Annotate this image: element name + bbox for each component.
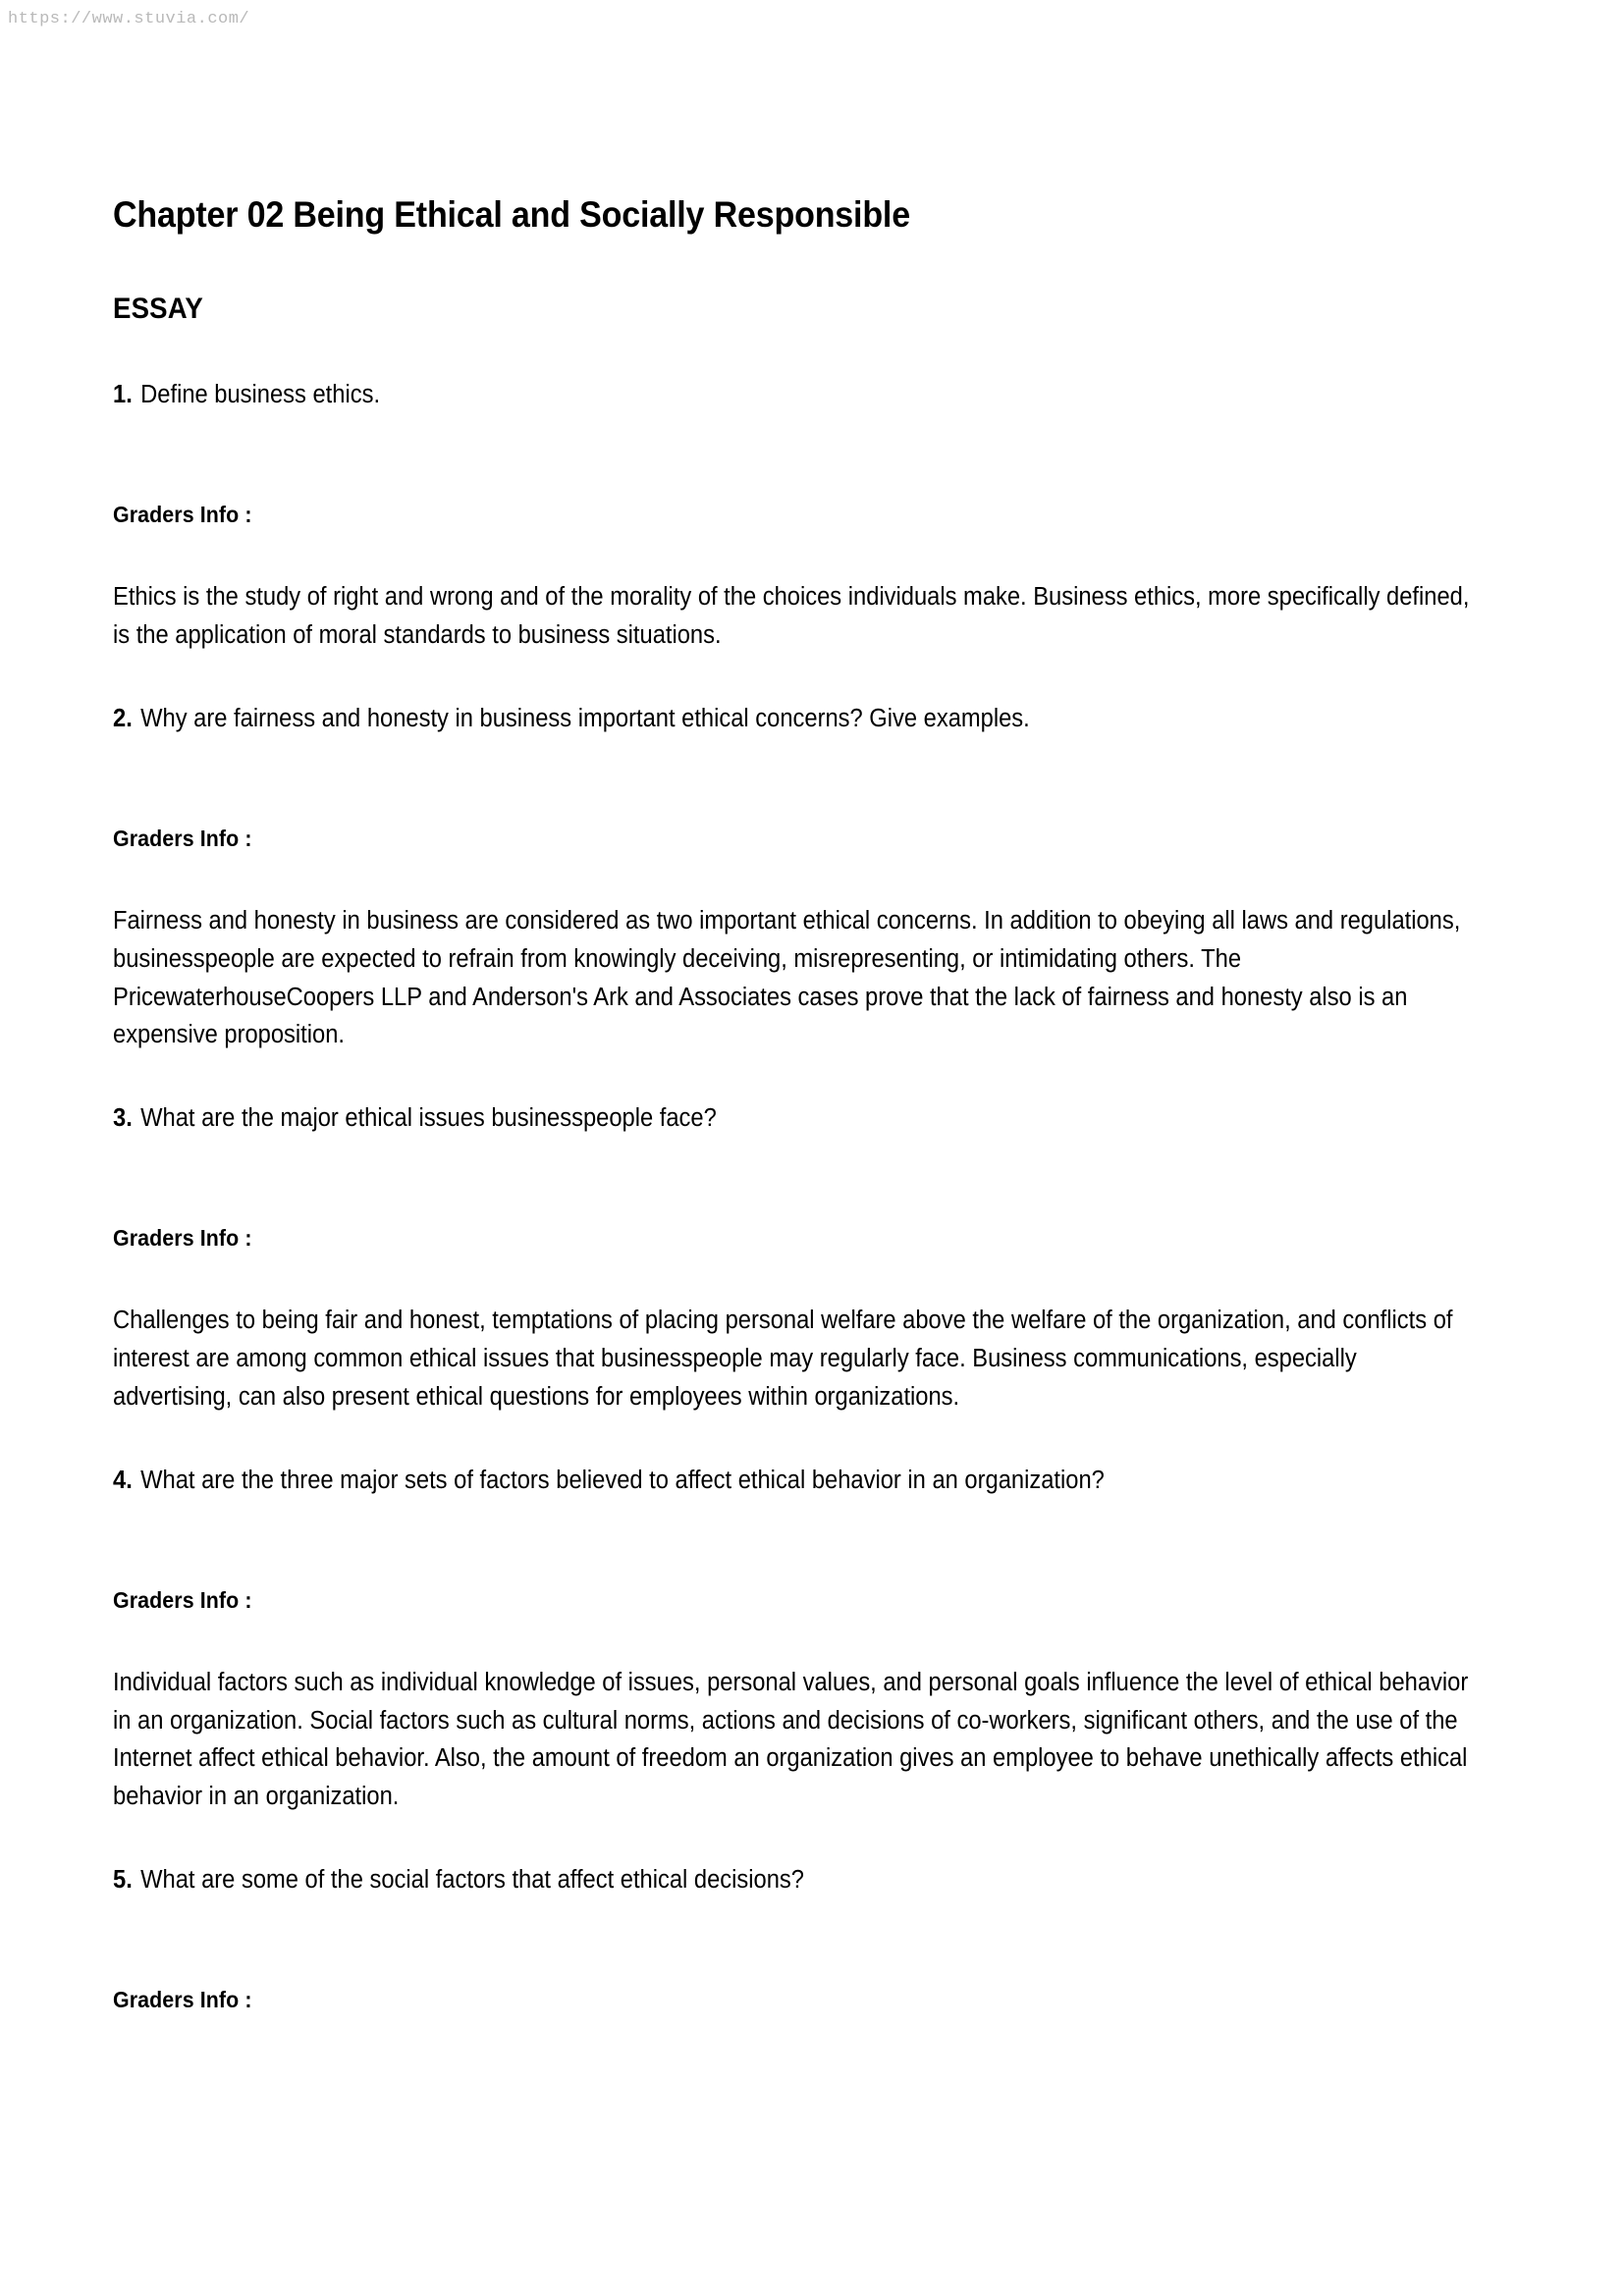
question-number: 4. [113, 1466, 133, 1494]
question-text: Define business ethics. [140, 381, 381, 409]
question-5 [113, 1862, 1481, 1897]
document-content [113, 192, 1488, 2013]
question-text: What are the major ethical issues businesspeople face? [140, 1104, 717, 1133]
question-number: 1. [113, 381, 133, 409]
page-title: Chapter 02 Being Ethical and Socially Responsible [113, 194, 910, 235]
question-text: What are some of the social factors that affect ethical decisions? [140, 1865, 804, 1894]
qa-block-4 [113, 1463, 1488, 1816]
answer-4: Individual factors such as individual knowledge of issues, personal values, and personal goals influence the level of ethical behavior in an organization. Social factors such as cultural norms, actions and decisions of co-workers, significant others, and the use of the Internet affect ethical behavior. Also, the amount of freedom an organization gives an employee to behave unethically affects ethical behavior in an organization. [113, 1668, 1469, 1811]
answer-3: Challenges to being fair and honest, temptations of placing personal welfare above the welfare of the organization, and conflicts of interest are among common ethical issues that businesspeople may regularly face. Business communications, especially advertising, can also present ethical questions for employees within organizations. [113, 1307, 1453, 1411]
graders-info-label-2: Graders Info : [113, 826, 252, 852]
qa-block-3 [113, 1100, 1488, 1415]
question-number: 5. [113, 1865, 133, 1894]
question-3 [113, 1100, 1481, 1136]
answer-2: Fairness and honesty in business are considered as two important ethical concerns. In addition to obeying all laws and regulations, businesspeople are expected to refrain from knowingly deceiving, misrepresenting, or intimidating others. The PricewaterhouseCoopers LLP and Anderson's Ark and Associates cases prove that the lack of fairness and honesty also is an expensive proposition. [113, 907, 1461, 1049]
qa-block-2 [113, 701, 1488, 1054]
source-url-watermark: https://www.stuvia.com/ [8, 10, 250, 28]
question-4 [113, 1463, 1481, 1498]
answer-1: Ethics is the study of right and wrong and of the morality of the choices individuals make. Business ethics, more specifically defined, is the application of moral standards to business situations. [113, 583, 1470, 650]
graders-info-label-3: Graders Info : [113, 1225, 252, 1252]
question-number: 2. [113, 704, 133, 732]
question-2 [113, 701, 1481, 736]
qa-block-5 [113, 1862, 1488, 2013]
section-heading-essay: ESSAY [113, 293, 203, 326]
question-text: What are the three major sets of factors believed to affect ethical behavior in an organization? [140, 1466, 1105, 1494]
graders-info-label-4: Graders Info : [113, 1586, 252, 1613]
question-1 [113, 377, 1481, 412]
graders-info-label-1: Graders Info : [113, 502, 252, 528]
question-text: Why are fairness and honesty in business important ethical concerns? Give examples. [140, 704, 1030, 732]
question-number: 3. [113, 1104, 133, 1133]
graders-info-label-5: Graders Info : [113, 1987, 252, 2013]
qa-block-1 [113, 377, 1488, 655]
